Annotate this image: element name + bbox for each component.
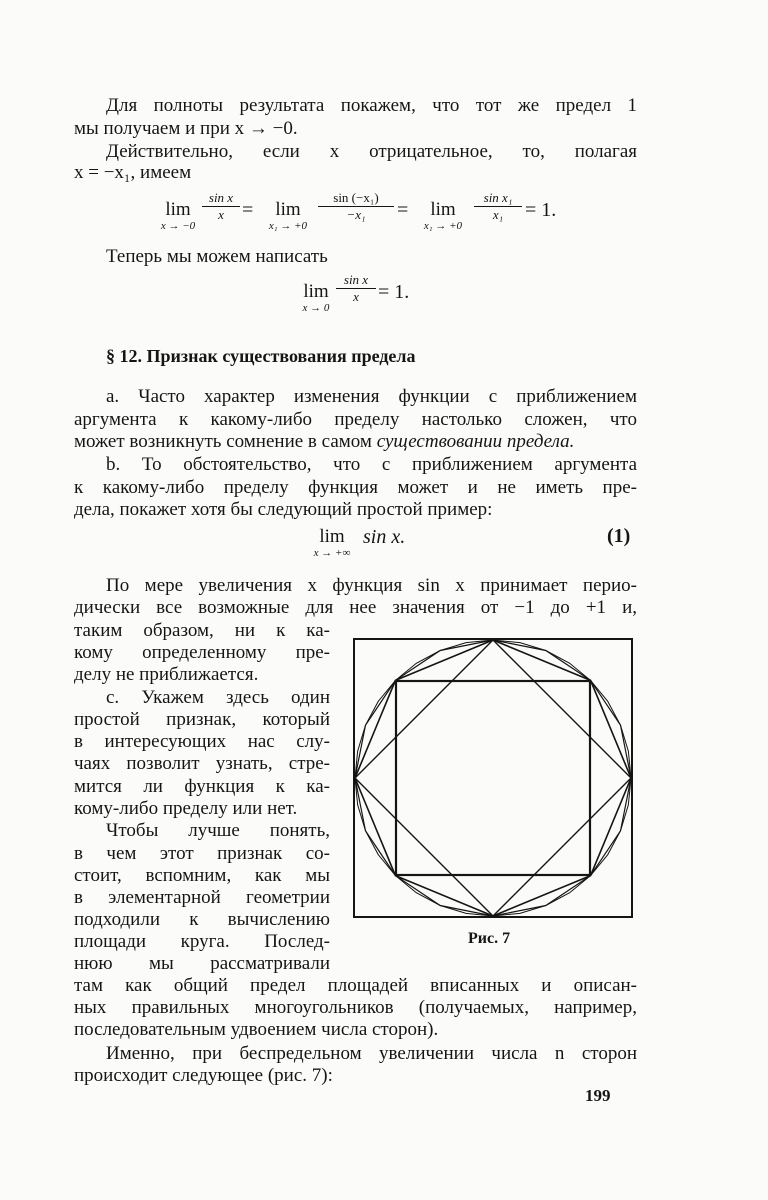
text-line: мится ли функция к ка- — [74, 776, 330, 797]
lim-word: lim — [319, 526, 345, 547]
text-line: Чтобы лучше понять, — [106, 820, 330, 841]
text-line: a. Часто характер изменения функции с приближением — [106, 386, 637, 407]
lim-subscript: x₁ → +0 — [423, 220, 463, 232]
numerator: sin (−x₁) — [318, 190, 394, 207]
text-line: x = −x₁, имеем — [74, 162, 192, 183]
denominator: x — [218, 207, 224, 222]
limit-operator — [150, 200, 206, 232]
lim-subscript: x → 0 — [302, 302, 330, 314]
text-line: мы получаем и при x → −0. — [74, 118, 298, 139]
denominator: x₁ — [492, 207, 504, 222]
lim-subscript: x → +∞ — [313, 547, 351, 559]
text-line: c. Укажем здесь один — [106, 687, 330, 708]
text-line: в чем этот признак со- — [74, 843, 330, 864]
figure-caption: Рис. 7 — [468, 930, 511, 947]
text-line — [74, 431, 574, 453]
lim-word: lim — [430, 199, 456, 220]
text-line: дела, покажет хотя бы следующий простой пример: — [74, 499, 493, 520]
text-line: последовательным удвоением числа сторон). — [74, 1019, 439, 1040]
text-line: в элементарной геометрии — [74, 887, 330, 908]
emphasis-text: существовании предела. — [376, 431, 575, 452]
limit-operator — [292, 282, 340, 314]
text-line: там как общий предел площадей вписанных и описан- — [74, 975, 637, 996]
equation-number: (1) — [607, 525, 631, 547]
result: = 1. — [525, 199, 557, 221]
equals-sign: = — [397, 199, 409, 221]
page-number: 199 — [585, 1086, 611, 1105]
denominator: x — [353, 289, 359, 304]
text-line: кому определенному пре- — [74, 642, 330, 663]
text-line: аргумента к какому-либо пределу настолько сложен, что — [74, 409, 637, 430]
text-line: чаях позволит узнать, стре- — [74, 753, 330, 774]
text-line: подходили к вычислению — [74, 909, 330, 930]
lim-word: lim — [303, 281, 329, 302]
formula-expression: sin x. — [363, 526, 406, 548]
text-line: По мере увеличения x функция sin x принимает перио- — [106, 575, 637, 596]
lim-word: lim — [165, 199, 191, 220]
denominator: −x₁ — [346, 207, 366, 222]
fraction — [474, 190, 522, 223]
text-line: стоит, вспомним, как мы — [74, 865, 330, 886]
text-line: площади круга. Послед- — [74, 931, 330, 952]
text-line: ных правильных многоугольников (получаемых, например, — [74, 997, 637, 1018]
text-line: к какому-либо пределу функция может и не иметь пре- — [74, 477, 637, 498]
text-line: в интересующих нас слу- — [74, 731, 330, 752]
numerator: sin x — [336, 272, 376, 289]
text-line: Теперь мы можем написать — [106, 246, 328, 267]
text-span: может возникнуть сомнение в самом — [74, 431, 372, 452]
limit-operator — [304, 527, 360, 559]
inscribed-square — [396, 681, 590, 875]
text-line: нюю мы рассматривали — [74, 953, 330, 974]
fraction — [202, 190, 240, 223]
text-line: кому-либо пределу или нет. — [74, 798, 298, 819]
fraction — [336, 272, 376, 305]
result: = 1. — [378, 281, 410, 303]
lim-subscript: x₁ → +0 — [268, 220, 308, 232]
polygon-figure — [353, 638, 633, 918]
numerator: sin x — [202, 190, 240, 207]
lim-word: lim — [275, 199, 301, 220]
text-line: дически все возможные для нее значения от −1 до +1 и, — [74, 597, 637, 618]
text-line: происходит следующее (рис. 7): — [74, 1065, 333, 1086]
text-line: Именно, при беспредельном увеличении числа n сторон — [106, 1043, 637, 1064]
text-line: простой признак, который — [74, 709, 330, 730]
lim-subscript: x → −0 — [160, 220, 196, 232]
text-line: делу не приближается. — [74, 664, 259, 685]
equals-sign: = — [242, 199, 254, 221]
text-line: Действительно, если x отрицательное, то, полагая — [106, 141, 637, 162]
limit-operator — [258, 200, 318, 232]
section-heading: § 12. Признак существования предела — [106, 346, 416, 366]
text-line: b. То обстоятельство, что с приближением аргумента — [106, 454, 637, 475]
numerator: sin x₁ — [474, 190, 522, 207]
text-line: таким образом, ни к ка- — [74, 620, 330, 641]
text-line: Для полноты результата покажем, что тот же предел 1 — [106, 95, 637, 116]
fraction — [318, 190, 394, 223]
limit-operator — [412, 200, 474, 232]
